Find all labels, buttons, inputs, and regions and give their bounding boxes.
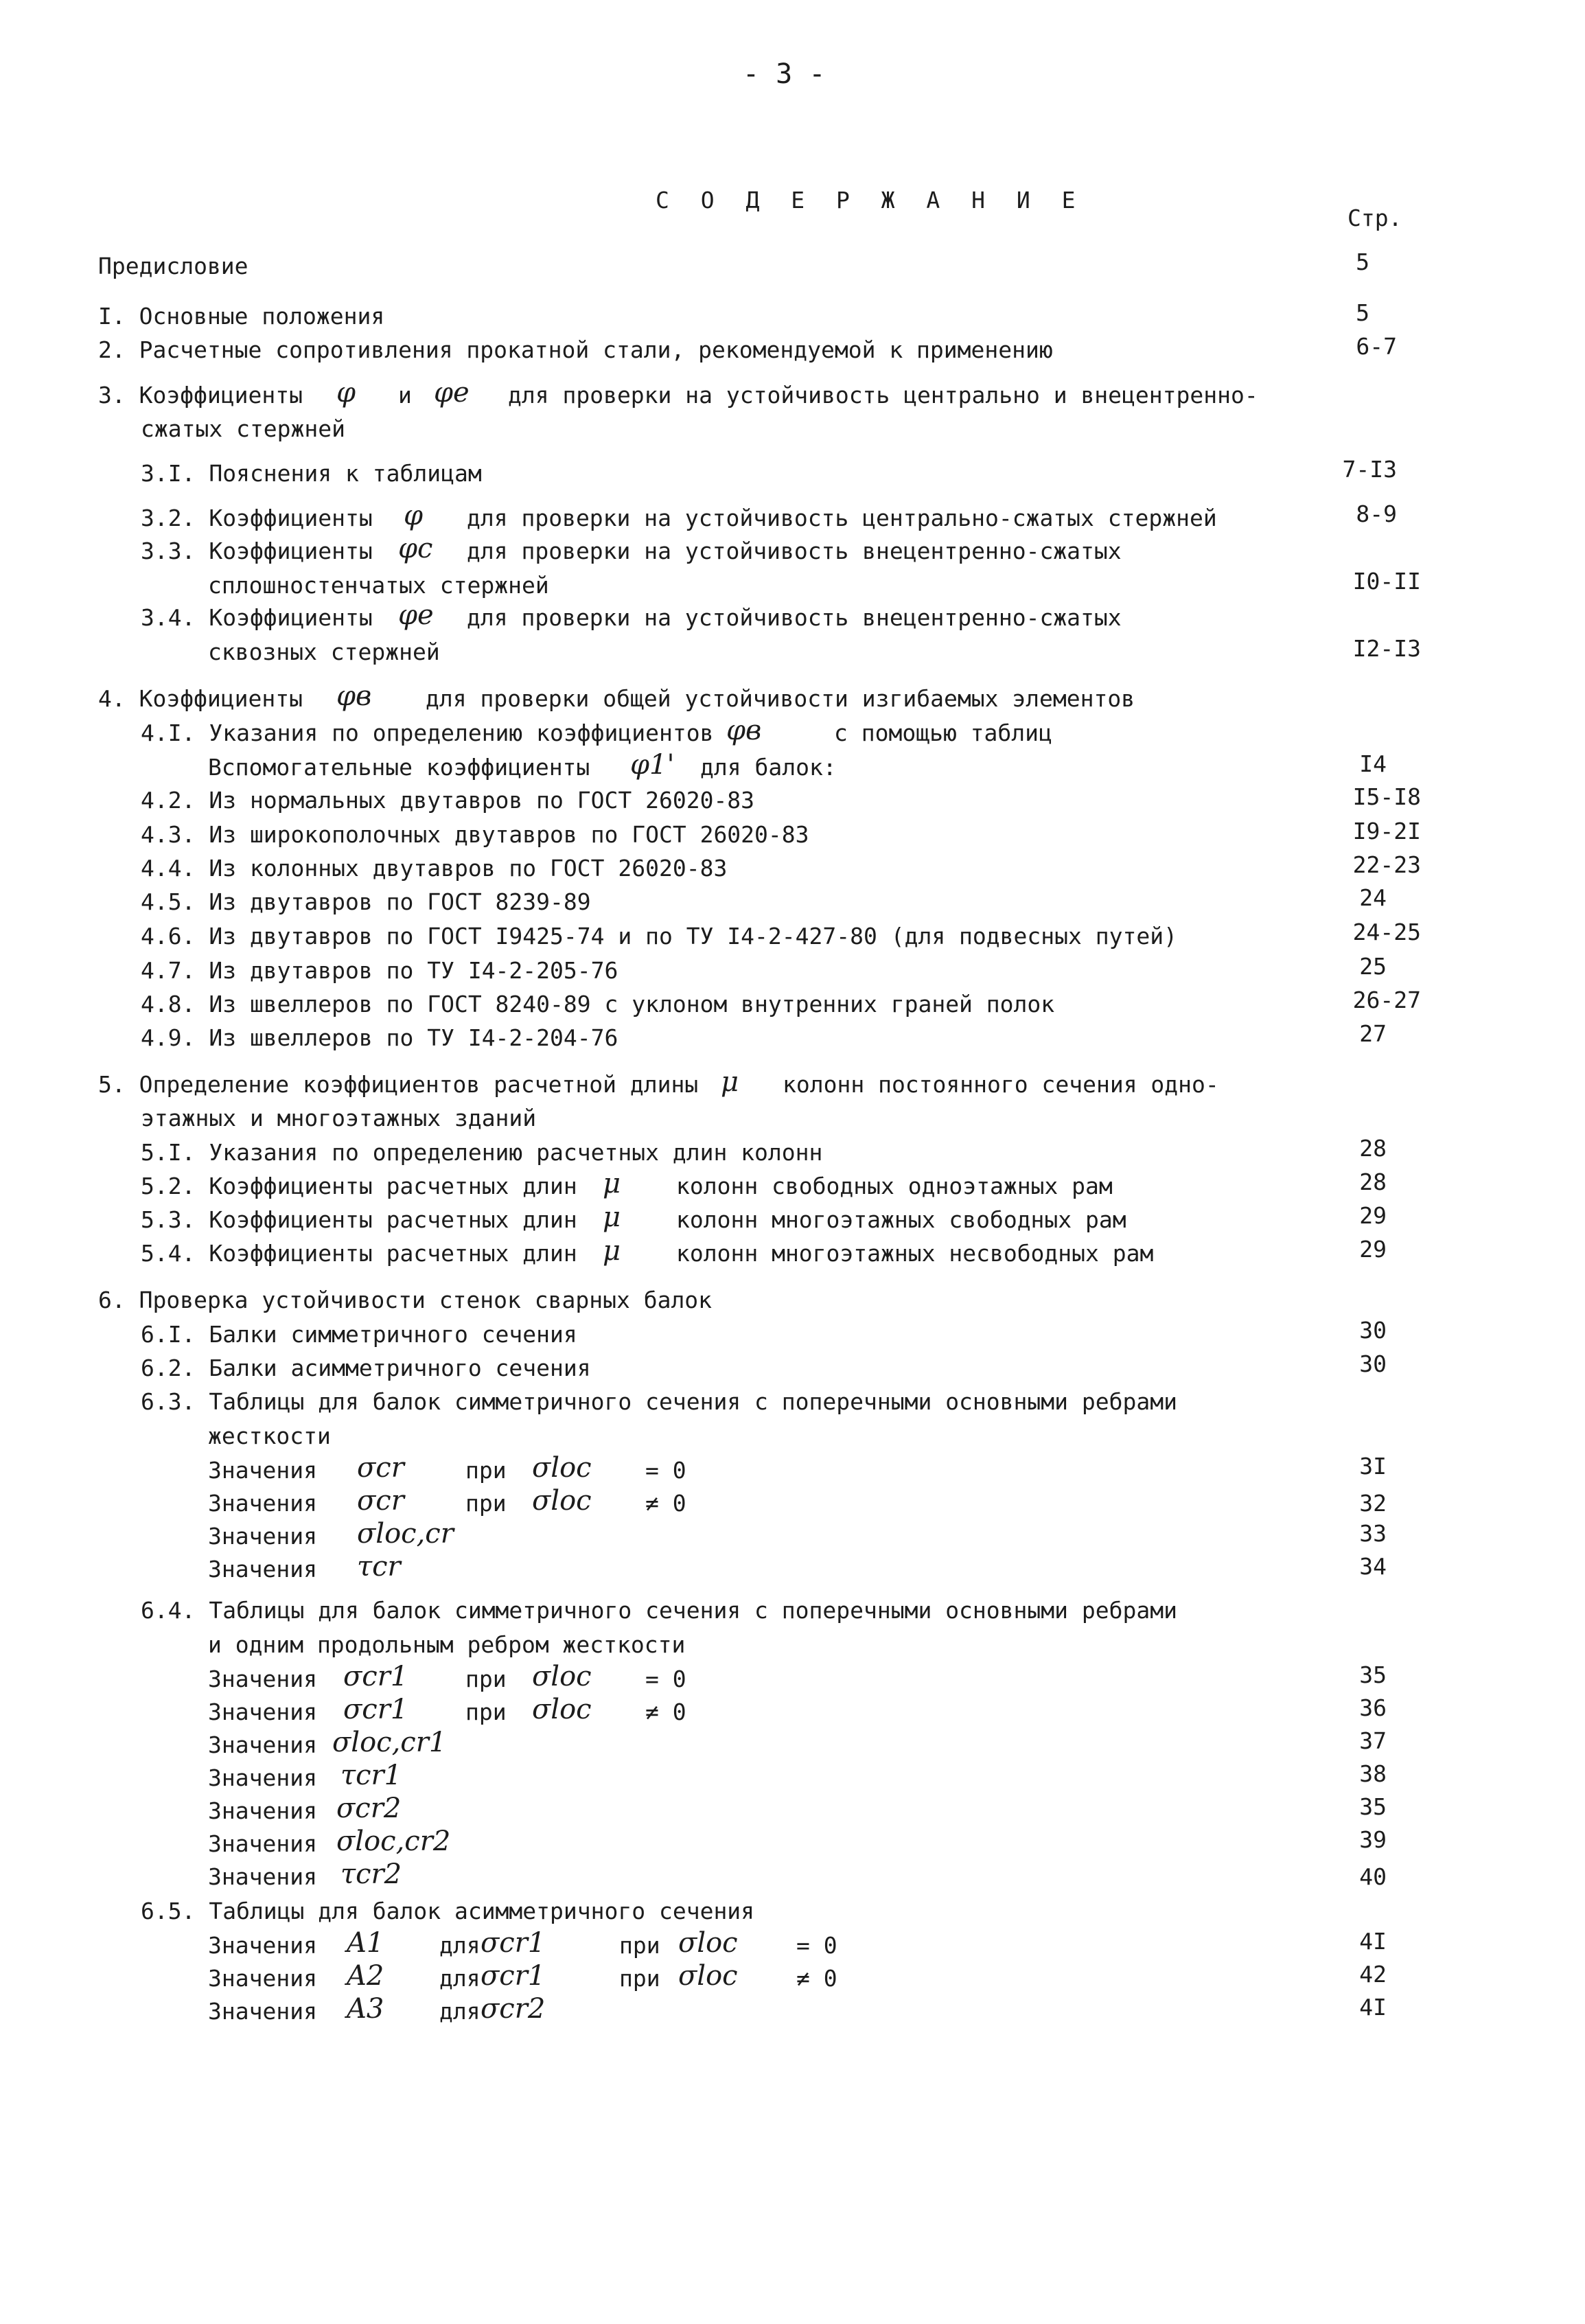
toc-entry: 6.3. Таблицы для балок симметричного сечения с поперечными основными ребрами bbox=[141, 1388, 1177, 1415]
mu-symbol: μ bbox=[603, 1201, 621, 1233]
toc-page: I5-I8 bbox=[1352, 783, 1421, 810]
toc-entry: и одним продольным ребром жесткости bbox=[208, 1631, 686, 1658]
ne-zero: ≠ 0 bbox=[645, 1699, 686, 1725]
values-label: Значения bbox=[208, 1764, 317, 1791]
toc-entry: 6.5. Таблицы для балок асимметричного сечения bbox=[141, 1898, 755, 1924]
toc-entry: 5.4. Коэффициенты расчетных длин bbox=[141, 1240, 577, 1267]
toc-page: 33 bbox=[1359, 1520, 1387, 1547]
toc-page: 24 bbox=[1359, 884, 1387, 911]
phi1-symbol: φ1' bbox=[630, 749, 675, 781]
values-label: Значения bbox=[208, 1457, 317, 1484]
pri-word: при bbox=[465, 1490, 507, 1517]
toc-page: 28 bbox=[1359, 1169, 1387, 1195]
ne-zero: ≠ 0 bbox=[796, 1965, 837, 1992]
toc-entry: для проверки на устойчивость центрально-сжатых стержней bbox=[467, 505, 1217, 531]
toc-entry: 5.I. Указания по определению расчетных длин колонн bbox=[141, 1139, 823, 1166]
toc-entry: для проверки на устойчивость внецентренно-сжатых bbox=[467, 538, 1122, 564]
sigma-cr1-symbol: σcr1 bbox=[343, 1694, 408, 1725]
values-label: Значения bbox=[208, 1797, 317, 1824]
values-label: Значения bbox=[208, 1998, 317, 2025]
toc-page: 38 bbox=[1359, 1760, 1387, 1787]
phi-symbol: φ bbox=[336, 377, 356, 409]
page-number: - 3 - bbox=[743, 58, 826, 90]
toc-page: 35 bbox=[1359, 1793, 1387, 1820]
toc-page: 27 bbox=[1359, 1020, 1387, 1047]
toc-page: 37 bbox=[1359, 1727, 1387, 1754]
toc-entry: 4.I. Указания по определению коэффициентов bbox=[141, 720, 714, 746]
toc-page: 4I bbox=[1359, 1928, 1387, 1955]
toc-page: I9-2I bbox=[1352, 818, 1421, 844]
toc-page: 8-9 bbox=[1356, 501, 1397, 527]
mu-symbol: μ bbox=[603, 1235, 621, 1267]
toc-entry: сплошностенчатых стержней bbox=[208, 572, 549, 599]
sigma-cr-symbol: σcr bbox=[357, 1485, 404, 1517]
sigma-cr1-symbol: σcr1 bbox=[481, 1927, 546, 1959]
toc-entry: 6. Проверка устойчивости стенок сварных балок bbox=[98, 1287, 713, 1313]
toc-entry: Предисловие bbox=[98, 253, 248, 279]
toc-entry: 4.2. Из нормальных двутавров по ГОСТ 26020-83 bbox=[141, 787, 755, 814]
toc-entry: сквозных стержней bbox=[208, 638, 440, 665]
pri-word: при bbox=[619, 1965, 660, 1992]
toc-page: I4 bbox=[1359, 750, 1387, 777]
toc-entry: 4.8. Из швеллеров по ГОСТ 8240-89 с уклоном внутренних граней полок bbox=[141, 991, 1055, 1017]
values-label: Значения bbox=[208, 1666, 317, 1692]
values-label: Значения bbox=[208, 1932, 317, 1959]
a1-symbol: A1 bbox=[347, 1927, 384, 1959]
toc-page: 30 bbox=[1359, 1317, 1387, 1344]
sigma-loc-symbol: σloc bbox=[532, 1694, 592, 1725]
sigma-cr2-symbol: σcr2 bbox=[481, 1993, 546, 2025]
pri-word: при bbox=[619, 1932, 660, 1959]
toc-entry: для проверки общей устойчивости изгибаемых элементов bbox=[426, 685, 1135, 712]
a3-symbol: A3 bbox=[347, 1993, 384, 2025]
toc-entry: 4.6. Из двутавров по ГОСТ I9425-74 и по ТУ I4-2-427-80 (для подвесных путей) bbox=[141, 923, 1177, 950]
toc-entry: 4.5. Из двутавров по ГОСТ 8239-89 bbox=[141, 888, 591, 915]
sigma-cr1-symbol: σcr1 bbox=[343, 1661, 408, 1692]
toc-page: 6-7 bbox=[1356, 333, 1397, 360]
toc-entry: 4.3. Из широкополочных двутавров по ГОСТ 26020-83 bbox=[141, 821, 809, 848]
phi-e-symbol: φe bbox=[398, 599, 434, 631]
toc-page: 28 bbox=[1359, 1135, 1387, 1162]
toc-entry: 4.7. Из двутавров по ТУ I4-2-205-76 bbox=[141, 957, 618, 984]
toc-page: 7-I3 bbox=[1342, 456, 1397, 483]
sigma-cr1-symbol: σcr1 bbox=[481, 1960, 546, 1992]
toc-entry: 4.9. Из швеллеров по ТУ I4-2-204-76 bbox=[141, 1024, 618, 1051]
toc-page: 25 bbox=[1359, 953, 1387, 980]
toc-entry: 3.2. Коэффициенты bbox=[141, 505, 373, 531]
dlya-word: для bbox=[439, 1965, 481, 1992]
eq-zero: = 0 bbox=[645, 1666, 686, 1692]
toc-entry: колонн свободных одноэтажных рам bbox=[676, 1173, 1113, 1199]
toc-entry: I. Основные положения bbox=[98, 303, 385, 330]
phi-c-symbol: φc bbox=[398, 533, 433, 564]
toc-entry: колонн многоэтажных свободных рам bbox=[676, 1206, 1126, 1233]
and-word: и bbox=[398, 382, 412, 409]
toc-page: 29 bbox=[1359, 1236, 1387, 1263]
toc-page: 29 bbox=[1359, 1202, 1387, 1229]
sigma-loc-symbol: σloc bbox=[532, 1661, 592, 1692]
toc-entry: 2. Расчетные сопротивления прокатной стали, рекомендуемой к применению bbox=[98, 336, 1053, 363]
toc-entry: с помощью таблиц bbox=[834, 720, 1052, 746]
sigma-cr2-symbol: σcr2 bbox=[336, 1793, 402, 1824]
toc-entry: 4.4. Из колонных двутавров по ГОСТ 26020-83 bbox=[141, 855, 728, 882]
toc-entry: колонн многоэтажных несвободных рам bbox=[676, 1240, 1154, 1267]
sigma-loc-symbol: σloc bbox=[532, 1485, 592, 1517]
toc-entry: для проверки на устойчивость центрально и внецентренно- bbox=[508, 382, 1258, 409]
values-label: Значения bbox=[208, 1699, 317, 1725]
toc-entry: 3. Коэффициенты bbox=[98, 382, 303, 409]
toc-entry: сжатых стержней bbox=[141, 415, 346, 442]
toc-entry: для проверки на устойчивость внецентренно-сжатых bbox=[467, 604, 1122, 631]
pri-word: при bbox=[465, 1699, 507, 1725]
sigma-loc-cr2-symbol: σloc,cr2 bbox=[336, 1826, 451, 1857]
phi-symbol: φ bbox=[404, 500, 424, 531]
dlya-word: для bbox=[439, 1932, 481, 1959]
toc-entry: 6.4. Таблицы для балок симметричного сечения с поперечными основными ребрами bbox=[141, 1597, 1177, 1624]
toc-page: 4I bbox=[1359, 1994, 1387, 2021]
toc-page: 3I bbox=[1359, 1453, 1387, 1480]
toc-page: I0-II bbox=[1352, 568, 1421, 595]
toc-page: 40 bbox=[1359, 1863, 1387, 1890]
toc-entry: Вспомогательные коэффициенты bbox=[208, 754, 590, 781]
sigma-cr-symbol: σcr bbox=[357, 1452, 404, 1484]
toc-page: 5 bbox=[1356, 299, 1369, 326]
values-label: Значения bbox=[208, 1732, 317, 1758]
sigma-loc-symbol: σloc bbox=[678, 1927, 738, 1959]
toc-entry: 5. Определение коэффициентов расчетной длины bbox=[98, 1071, 699, 1098]
toc-entry: 3.4. Коэффициенты bbox=[141, 604, 373, 631]
phi-e-symbol: φe bbox=[434, 377, 470, 409]
values-label: Значения bbox=[208, 1965, 317, 1992]
toc-page: 24-25 bbox=[1352, 919, 1421, 945]
values-label: Значения bbox=[208, 1830, 317, 1857]
sigma-loc-symbol: σloc bbox=[532, 1452, 592, 1484]
values-label: Значения bbox=[208, 1490, 317, 1517]
toc-entry: жесткости bbox=[208, 1423, 331, 1449]
dlya-word: для bbox=[439, 1998, 481, 2025]
eq-zero: = 0 bbox=[645, 1457, 686, 1484]
values-label: Значения bbox=[208, 1863, 317, 1890]
toc-entry: 4. Коэффициенты bbox=[98, 685, 303, 712]
toc-entry: этажных и многоэтажных зданий bbox=[141, 1105, 537, 1131]
toc-page: 36 bbox=[1359, 1694, 1387, 1721]
sigma-loc-cr-symbol: σloc,cr bbox=[357, 1518, 454, 1550]
page-title: С О Д Е Р Ж А Н И Е bbox=[656, 187, 1085, 214]
toc-page: 5 bbox=[1356, 249, 1369, 275]
toc-entry: 6.I. Балки симметричного сечения bbox=[141, 1321, 577, 1348]
values-label: Значения bbox=[208, 1523, 317, 1550]
sigma-loc-cr1-symbol: σloc,cr1 bbox=[332, 1727, 447, 1758]
toc-page: 35 bbox=[1359, 1661, 1387, 1688]
toc-entry: 3.I. Пояснения к таблицам bbox=[141, 460, 482, 487]
toc-entry: 3.3. Коэффициенты bbox=[141, 538, 373, 564]
mu-symbol: μ bbox=[603, 1168, 621, 1199]
page-column-header: Стр. bbox=[1347, 205, 1402, 231]
phi-b-symbol: φв bbox=[336, 680, 372, 712]
toc-page: I2-I3 bbox=[1352, 635, 1421, 662]
tau-cr2-symbol: τcr2 bbox=[340, 1859, 402, 1890]
toc-entry: для балок: bbox=[700, 754, 837, 781]
toc-page: 32 bbox=[1359, 1490, 1387, 1517]
toc-entry: 5.2. Коэффициенты расчетных длин bbox=[141, 1173, 577, 1199]
toc-page: 30 bbox=[1359, 1350, 1387, 1377]
phi-b-symbol: φв bbox=[726, 715, 762, 746]
tau-cr1-symbol: τcr1 bbox=[340, 1760, 402, 1791]
toc-entry: колонн постоянного сечения одно- bbox=[783, 1071, 1219, 1098]
values-label: Значения bbox=[208, 1556, 317, 1583]
toc-page: 26-27 bbox=[1352, 987, 1421, 1013]
eq-zero: = 0 bbox=[796, 1932, 837, 1959]
mu-symbol: μ bbox=[721, 1066, 739, 1098]
sigma-loc-symbol: σloc bbox=[678, 1960, 738, 1992]
pri-word: при bbox=[465, 1457, 507, 1484]
a2-symbol: A2 bbox=[347, 1960, 384, 1992]
toc-page: 34 bbox=[1359, 1553, 1387, 1580]
tau-cr-symbol: τcr bbox=[357, 1551, 401, 1583]
toc-entry: 6.2. Балки асимметричного сечения bbox=[141, 1355, 591, 1381]
toc-entry: 5.3. Коэффициенты расчетных длин bbox=[141, 1206, 577, 1233]
toc-page: 39 bbox=[1359, 1826, 1387, 1853]
toc-page: 42 bbox=[1359, 1961, 1387, 1988]
toc-page: 22-23 bbox=[1352, 851, 1421, 878]
pri-word: при bbox=[465, 1666, 507, 1692]
ne-zero: ≠ 0 bbox=[645, 1490, 686, 1517]
